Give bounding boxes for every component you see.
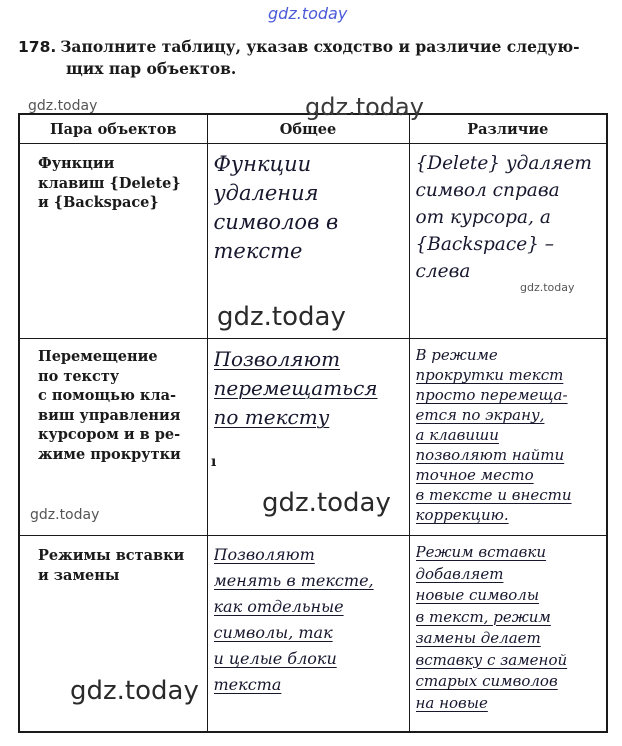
handwritten-line: по тексту — [213, 405, 330, 429]
pair-line: Режимы вставки — [38, 547, 185, 564]
handwritten-line: от курсора, а — [415, 207, 551, 228]
handwritten-line: вставку с заменой — [415, 650, 568, 669]
task-text-line1: Заполните таблицу, указав сходство и различие следую- — [60, 37, 580, 56]
watermark: gdz.today — [28, 98, 98, 114]
watermark: gdz.today — [217, 302, 346, 332]
common-cell — [207, 536, 409, 733]
pair-cell — [19, 339, 207, 536]
handwritten-line: перемещаться — [213, 376, 378, 400]
handwritten-line: символ справа — [415, 180, 560, 201]
handwritten-line: а клавиши — [415, 426, 499, 444]
difference-cell — [409, 339, 607, 536]
pair-line: клавиш {Delete} — [38, 174, 181, 192]
header-common: Общее — [207, 114, 409, 144]
pair-line: курсором и в ре- — [38, 426, 181, 443]
handwritten-line: как отдельные — [213, 597, 344, 616]
pair-line: Функции — [38, 155, 115, 172]
handwritten-line: {Delete} удаляет — [415, 153, 592, 174]
watermark: gdz.today — [520, 281, 575, 294]
handwritten-line: и целые блоки — [213, 649, 337, 668]
handwritten-line: Позволяют — [213, 347, 341, 371]
handwritten-line: символы, так — [213, 623, 333, 642]
watermark-top: gdz.today — [268, 4, 348, 23]
pair-line: Перемещение — [38, 348, 158, 365]
handwritten-line: прокрутки текст — [415, 366, 564, 384]
difference-cell — [409, 144, 607, 339]
handwritten-line: на новые — [415, 693, 488, 712]
pair-line: и {Backspace} — [38, 194, 159, 211]
header-difference: Различие — [409, 114, 607, 144]
handwritten-line: Режим вставки — [415, 543, 547, 561]
handwritten-line: Позволяют — [213, 545, 315, 564]
handwritten-line: новые символы — [415, 586, 540, 604]
handwritten-line: старых символов — [415, 672, 558, 690]
pair-line: жиме прокрутки — [38, 445, 181, 463]
handwritten-line: в тексте и внести — [415, 486, 572, 504]
pair-line: виш управления — [38, 406, 181, 424]
watermark: gdz.today — [30, 507, 100, 523]
handwritten-line: Функции — [213, 152, 312, 176]
pair-line: по тексту — [38, 367, 120, 385]
comparison-table — [18, 113, 608, 733]
handwritten-line: менять в тексте, — [213, 571, 374, 590]
handwritten-line: коррекцию. — [415, 506, 509, 524]
watermark: gdz.today — [70, 676, 199, 706]
watermark: gdz.today — [305, 93, 424, 121]
handwritten-line: позволяют найти — [415, 446, 565, 464]
handwritten-line: просто перемеща- — [415, 386, 568, 404]
handwritten-line: точное место — [415, 466, 534, 484]
handwritten-line: в текст, режим — [415, 607, 551, 626]
handwritten-line: текста — [213, 675, 282, 694]
handwritten-line: В режиме — [415, 346, 498, 364]
handwritten-line: тексте — [213, 239, 303, 263]
handwritten-line: ется по экрану, — [415, 406, 545, 424]
task-statement — [18, 36, 603, 79]
handwritten-line: слева — [415, 261, 471, 282]
margin-mark: ı — [211, 454, 217, 470]
difference-cell — [409, 536, 607, 733]
pair-line: и замены — [38, 566, 120, 584]
header-pair: Пара объектов — [19, 114, 207, 144]
watermark: gdz.today — [262, 488, 391, 518]
pair-line: с помощью кла- — [38, 387, 176, 404]
handwritten-line: {Backspace} – — [415, 234, 555, 255]
handwritten-line: символов в — [213, 210, 339, 234]
handwritten-line: удаления — [213, 181, 319, 205]
handwritten-line: замены делает — [415, 629, 541, 647]
task-text-line2: щих пар объектов. — [66, 59, 237, 78]
pair-cell — [19, 144, 207, 339]
handwritten-line: добавляет — [415, 564, 504, 583]
task-number: 178. — [18, 38, 57, 56]
